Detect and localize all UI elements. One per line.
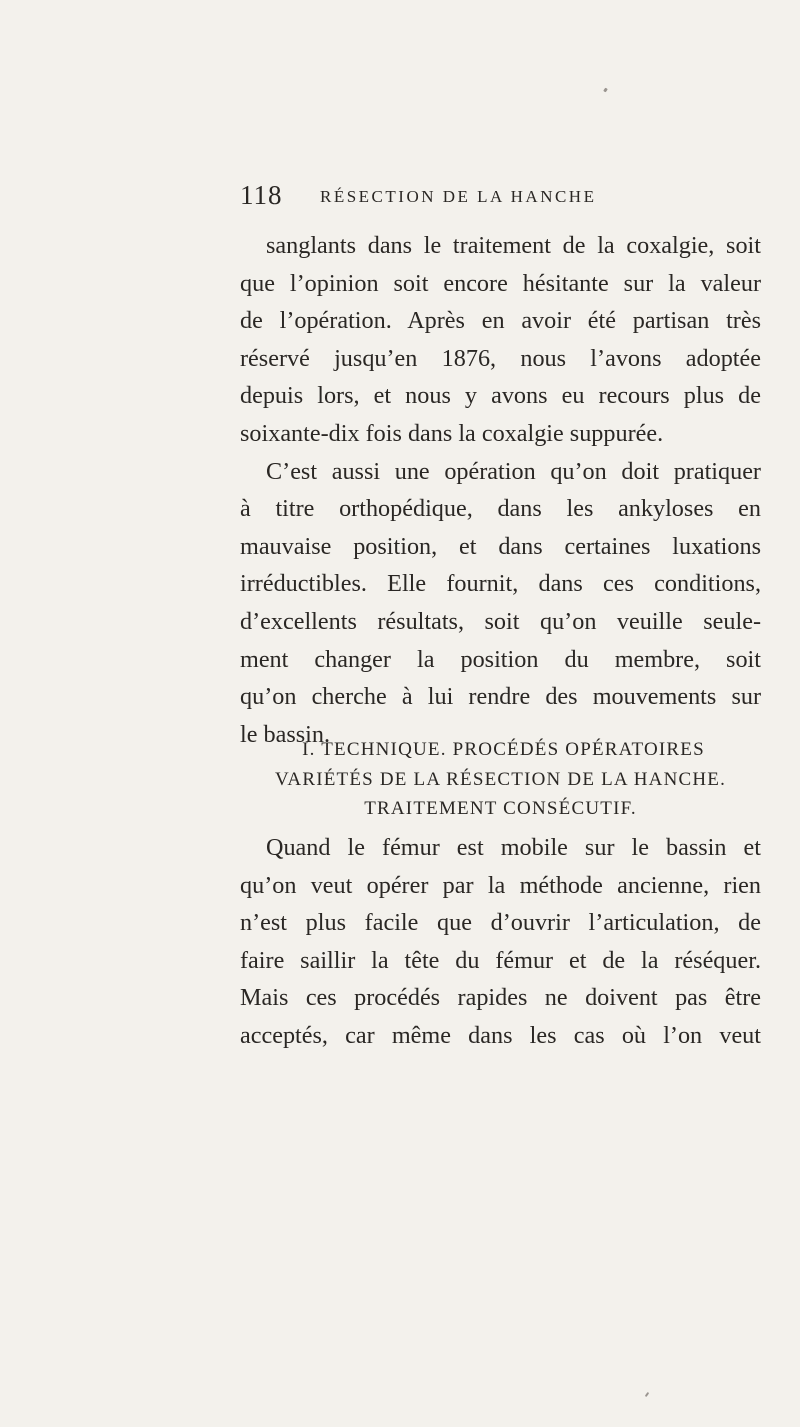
page-header: [240, 180, 760, 210]
page-number: 118: [240, 180, 283, 210]
text-line: le bassin.: [240, 720, 331, 748]
text-line: sanglants dans le traitement de la coxalgie, soit: [266, 232, 761, 259]
text-line: n’est plus facile que d’ouvrir l’articulation, de: [240, 909, 761, 937]
heading-line: I. TECHNIQUE. PROCÉDÉS OPÉRATOIRES: [302, 739, 705, 760]
heading-line: VARIÉTÉS DE LA RÉSECTION DE LA HANCHE.: [274, 768, 727, 790]
text-line: ment changer la position du membre, soit: [240, 645, 761, 673]
text-line: d’excellents résultats, soit qu’on veuille seule-: [240, 607, 761, 635]
text-line: C’est aussi une opération qu’on doit pratiquer: [266, 457, 761, 485]
paper-speck: [645, 1392, 650, 1397]
text-line: Quand le fémur est mobile sur le bassin et: [266, 834, 761, 861]
section-heading: [240, 735, 761, 824]
text-line: à titre orthopédique, dans les ankyloses en: [240, 495, 761, 523]
heading-line: TRAITEMENT CONSÉCUTIF.: [364, 798, 637, 819]
body-paragraph: [240, 829, 761, 1055]
running-title: RÉSECTION DE LA HANCHE: [320, 187, 597, 206]
text-line: de l’opération. Après en avoir été partisan très: [240, 307, 761, 335]
text-line: qu’on veut opérer par la méthode ancienne, rien: [240, 871, 761, 899]
text-line: mauvaise position, et dans certaines luxations: [240, 532, 761, 560]
text-line: irréductibles. Elle fournit, dans ces conditions,: [240, 570, 761, 598]
text-line: faire saillir la tête du fémur et de la réséquer.: [240, 946, 761, 974]
text-line: soixante-dix fois dans la coxalgie suppurée.: [240, 419, 664, 447]
text-line: que l’opinion soit encore hésitante sur la valeur: [240, 269, 761, 297]
text-line: réservé jusqu’en 1876, nous l’avons adoptée: [240, 344, 761, 372]
text-line: qu’on cherche à lui rendre des mouvements sur: [240, 683, 761, 711]
text-line: acceptés, car même dans les cas où l’on veut: [240, 1021, 761, 1049]
body-paragraph: [240, 227, 761, 753]
text-line: depuis lors, et nous y avons eu recours plus de: [240, 382, 761, 410]
text-line: Mais ces procédés rapides ne doivent pas être: [240, 984, 761, 1012]
paper-speck: [603, 88, 608, 93]
